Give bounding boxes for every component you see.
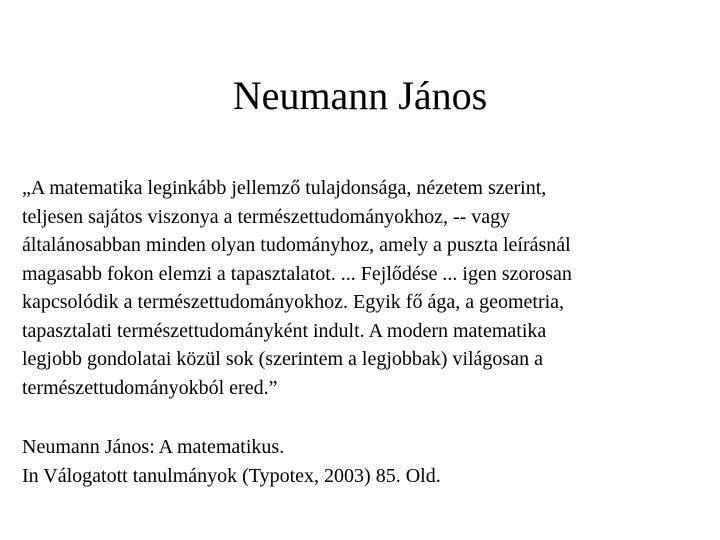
citation xyxy=(22,433,712,490)
quote-line: magasabb fokon elemzi a tapasztalatot. ... Fejlődése ... igen szorosan xyxy=(22,262,572,285)
quote-line: teljesen sajátos viszonya a természettudományokhoz, -- vagy xyxy=(22,205,511,228)
quote-line: természettudományokból ered.” xyxy=(22,376,278,399)
quote-line: „A matematika leginkább jellemző tulajdonsága, nézetem szerint, xyxy=(22,177,547,199)
quote-paragraph xyxy=(22,174,712,402)
quote-line: általánosabban minden olyan tudományhoz, amely a puszta leírásnál xyxy=(22,234,571,256)
slide-title: Neumann János xyxy=(232,73,488,118)
quote-line: kapcsolódik a természettudományokhoz. Egyik fő ága, a geometria, xyxy=(22,291,565,313)
citation-line: Neumann János: A matematikus. xyxy=(22,436,285,458)
quote-line: legjobb gondolatai közül sok (szerintem a legjobbak) világosan a xyxy=(22,348,543,370)
citation-line: In Válogatott tanulmányok (Typotex, 2003) 85. Old. xyxy=(22,464,441,487)
quote-line: tapasztalati természettudományként indult. A modern matematika xyxy=(22,319,547,342)
